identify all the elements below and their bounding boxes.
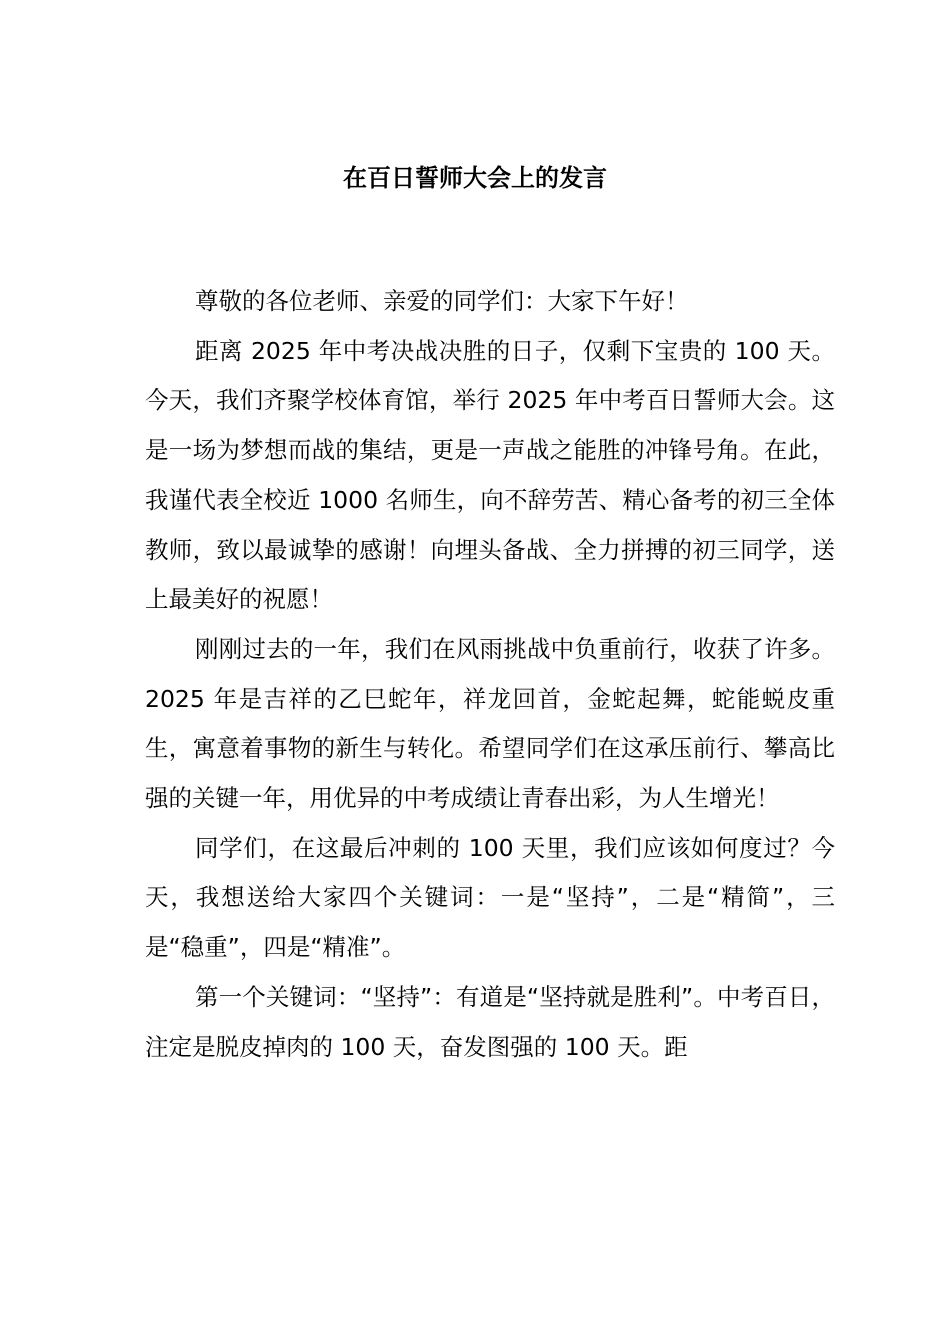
- paragraph-greeting: 尊敬的各位老师、亲爱的同学们：大家下午好！: [195, 287, 689, 315]
- paragraph-past-year: 刚刚过去的一年，我们在风雨挑战中负重前行，收获了许多。2025 年是吉祥的乙巳蛇年，祥龙回首，金蛇起舞，蛇能蜕皮重生，寓意着事物的新生与转化。希望同学们在这承压前行、攀高比强的关键一年，用优异的中考成绩让青春出彩，为人生增光！: [145, 634, 835, 813]
- document-title: 在百日誓师大会上的发言: [343, 164, 607, 192]
- paragraph-first-keyword: 第一个关键词：“坚持”：有道是“坚持就是胜利”。中考百日，注定是脱皮掉肉的 100 天，奋发图强的 100 天。距: [145, 982, 835, 1061]
- document-body: [145, 277, 835, 1072]
- paragraph-opening: 距离 2025 年中考决战决胜的日子，仅剩下宝贵的 100 天。今天，我们齐聚学校体育馆，举行 2025 年中考百日誓师大会。这是一场为梦想而战的集结，更是一声战之能胜的冲锋号角。在此，我谨代表全校近 1000 名师生，向不辞劳苦、精心备考的初三全体教师，致以最诚挚的感谢！向埋头备战、全力拼搏的初三同学，送上最美好的祝愿！: [145, 336, 835, 614]
- paragraph-keywords: 同学们，在这最后冲刺的 100 天里，我们应该如何度过？今天，我想送给大家四个关键词：一是“坚持”，二是“精简”，三是“稳重”，四是“精准”。: [145, 833, 835, 962]
